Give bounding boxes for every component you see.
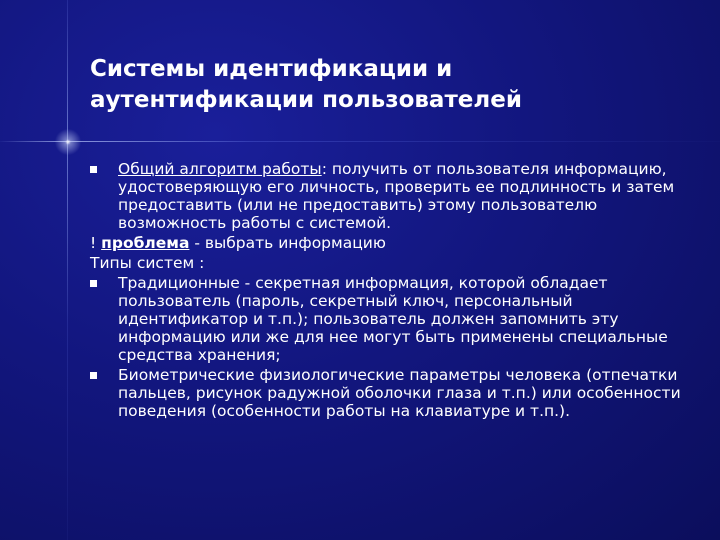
algorithm-text: : получить от пользователя информацию, удостоверяющую его личность, проверить ее подлинность и затем предоставить (или не предоставить) этому пользователю возможность работы с системой. bbox=[118, 160, 675, 232]
problem-text: - выбрать информацию bbox=[189, 234, 386, 252]
bullet-item-algorithm bbox=[90, 160, 690, 232]
square-bullet-icon bbox=[90, 166, 97, 173]
problem-keyword: проблема bbox=[101, 234, 190, 252]
decorative-horizontal-line bbox=[0, 141, 720, 142]
biometric-text: Биометрические физиологические параметры человека (отпечатки пальцев, рисунок радужной оболочки глаза и т.п.) или особенности поведения (особенности работы на клавиатуре и т.п.). bbox=[118, 366, 681, 420]
title-line-1: Системы идентификации и bbox=[90, 56, 453, 82]
types-heading: Типы систем : bbox=[90, 254, 205, 272]
algorithm-label: Общий алгоритм работы bbox=[118, 160, 322, 178]
title-line-2: аутентификации пользователей bbox=[90, 87, 522, 113]
traditional-text: Традиционные - секретная информация, которой обладает пользователь (пароль, секретный ключ, персональный идентификатор и т.п.); пользователь должен запомнить эту информацию или же для нее могут быть применены специальные средства хранения; bbox=[118, 274, 668, 364]
sparkle-icon bbox=[51, 125, 85, 159]
bullet-item-traditional bbox=[90, 274, 690, 364]
problem-prefix: ! bbox=[90, 234, 102, 252]
square-bullet-icon bbox=[90, 372, 97, 379]
square-bullet-icon bbox=[90, 280, 97, 287]
bullet-item-biometric bbox=[90, 366, 690, 420]
problem-line bbox=[90, 234, 690, 252]
slide-body bbox=[90, 160, 690, 420]
slide-title bbox=[90, 54, 690, 116]
decorative-vertical-line bbox=[67, 0, 68, 540]
